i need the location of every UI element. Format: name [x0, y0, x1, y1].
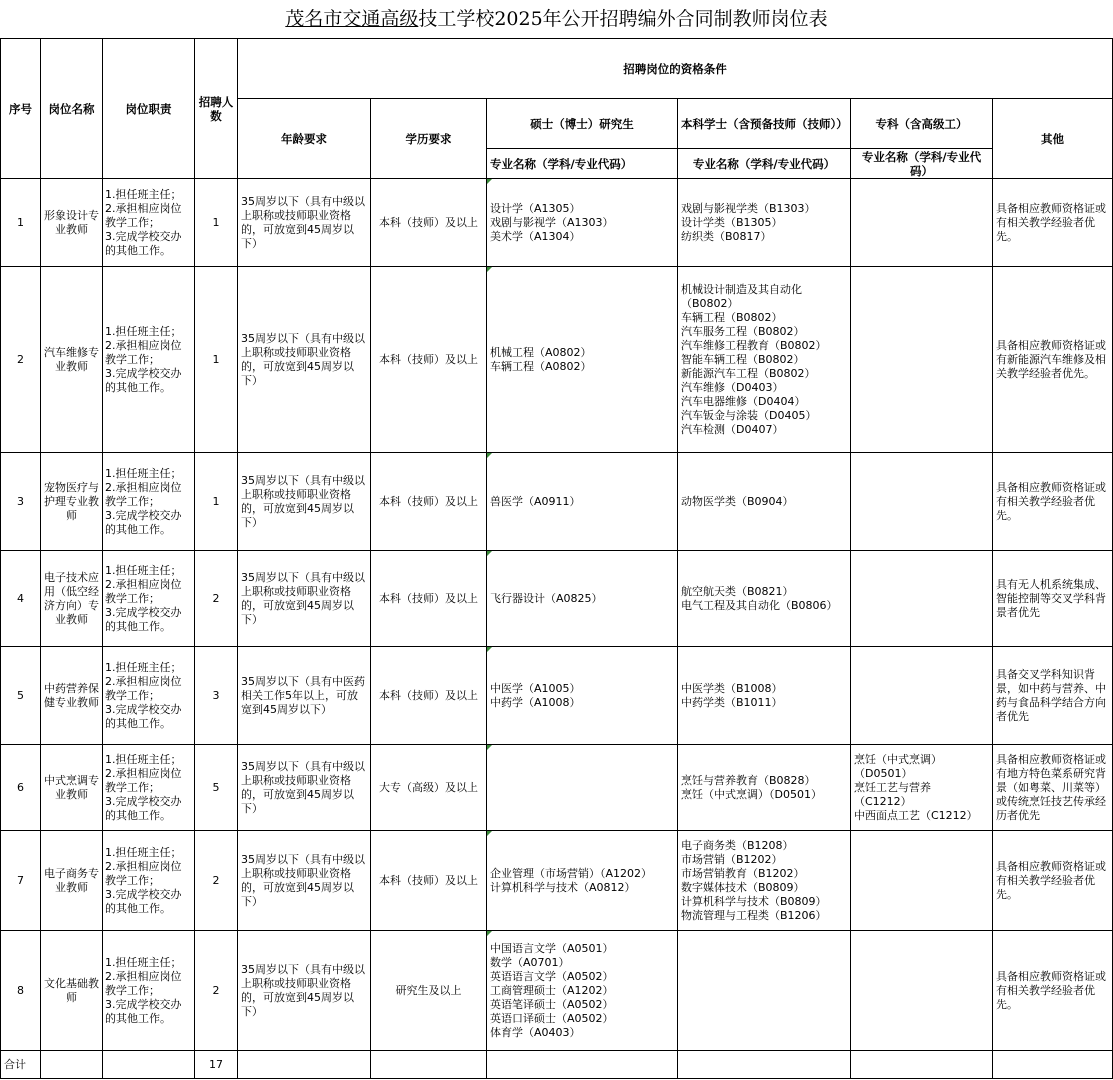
- row-seq: 6: [1, 745, 41, 831]
- row-master-majors: 企业管理（市场营销）（A1202） 计算机科学与技术（A0812）: [487, 831, 678, 931]
- header-duties: 岗位职责: [103, 39, 195, 179]
- header-education: 学历要求: [371, 99, 487, 179]
- row-seq: 8: [1, 931, 41, 1051]
- row-education: 研究生及以上: [371, 931, 487, 1051]
- row-college-majors: [851, 267, 993, 453]
- row-master-majors: 飞行器设计（A0825）: [487, 551, 678, 647]
- row-seq: 3: [1, 453, 41, 551]
- table-row: [1, 267, 1113, 453]
- row-education: 本科（技师）及以上: [371, 179, 487, 267]
- row-seq: 4: [1, 551, 41, 647]
- row-count: 2: [195, 831, 238, 931]
- row-bachelor-majors: 航空航天类（B0821） 电气工程及其自动化（B0806）: [678, 551, 851, 647]
- row-seq: 2: [1, 267, 41, 453]
- total-empty-1: [41, 1051, 103, 1079]
- row-duties: 1.担任班主任； 2.承担相应岗位教学工作； 3.完成学校交办的其他工作。: [103, 831, 195, 931]
- row-education: 本科（技师）及以上: [371, 453, 487, 551]
- row-education: 大专（高级）及以上: [371, 745, 487, 831]
- row-count: 3: [195, 647, 238, 745]
- header-position: 岗位名称: [41, 39, 103, 179]
- row-position-name: 文化基础教师: [41, 931, 103, 1051]
- row-age: 35周岁以下（具有中医药相关工作5年以上，可放宽到45周岁以下）: [238, 647, 371, 745]
- table-row: [1, 453, 1113, 551]
- row-college-majors: [851, 453, 993, 551]
- row-age: 35周岁以下（具有中级以上职称或技师职业资格的，可放宽到45周岁以下）: [238, 179, 371, 267]
- row-position-name: 汽车维修专业教师: [41, 267, 103, 453]
- row-age: 35周岁以下（具有中级以上职称或技师职业资格的，可放宽到45周岁以下）: [238, 831, 371, 931]
- row-seq: 7: [1, 831, 41, 931]
- header-college-major: 专业名称（学科/专业代码）: [851, 149, 993, 179]
- total-empty-3: [238, 1051, 371, 1079]
- header-seq: 序号: [1, 39, 41, 179]
- total-empty-2: [103, 1051, 195, 1079]
- row-count: 1: [195, 453, 238, 551]
- row-position-name: 宠物医疗与护理专业教师: [41, 453, 103, 551]
- row-college-majors: [851, 831, 993, 931]
- row-education: 本科（技师）及以上: [371, 267, 487, 453]
- row-position-name: 电子技术应用（低空经济方向）专业教师: [41, 551, 103, 647]
- row-master-majors: 中医学（A1005） 中药学（A1008）: [487, 647, 678, 745]
- row-education: 本科（技师）及以上: [371, 647, 487, 745]
- row-age: 35周岁以下（具有中级以上职称或技师职业资格的，可放宽到45周岁以下）: [238, 453, 371, 551]
- total-empty-5: [487, 1051, 678, 1079]
- row-bachelor-majors: 电子商务类（B1208） 市场营销（B1202） 市场营销教育（B1202） 数字媒体技术（B0809） 计算机科学与技术（B0809） 物流管理与工程类（B1206）: [678, 831, 851, 931]
- row-other: 具备相应教师资格证或有地方特色菜系研究背景（如粤菜、川菜等）或传统烹饪技艺传承经历者优先: [993, 745, 1113, 831]
- recruitment-table: [0, 38, 1113, 1079]
- header-master-major: 专业名称（学科/专业代码）: [487, 149, 678, 179]
- table-body: [1, 179, 1113, 1079]
- row-age: 35周岁以下（具有中级以上职称或技师职业资格的，可放宽到45周岁以下）: [238, 551, 371, 647]
- table-row: [1, 831, 1113, 931]
- row-bachelor-majors: 烹饪与营养教育（B0828） 烹饪（中式烹调）（D0501）: [678, 745, 851, 831]
- header-bachelor-major: 专业名称（学科/专业代码）: [678, 149, 851, 179]
- row-college-majors: 烹饪（中式烹调） （D0501） 烹饪工艺与营养 （C1212） 中西面点工艺（C1212）: [851, 745, 993, 831]
- total-empty-8: [993, 1051, 1113, 1079]
- row-age: 35周岁以下（具有中级以上职称或技师职业资格的，可放宽到45周岁以下）: [238, 931, 371, 1051]
- row-bachelor-majors: 中医学类（B1008） 中药学类（B1011）: [678, 647, 851, 745]
- row-age: 35周岁以下（具有中级以上职称或技师职业资格的，可放宽到45周岁以下）: [238, 267, 371, 453]
- row-college-majors: [851, 179, 993, 267]
- row-age: 35周岁以下（具有中级以上职称或技师职业资格的，可放宽到45周岁以下）: [238, 745, 371, 831]
- row-duties: 1.担任班主任； 2.承担相应岗位教学工作； 3.完成学校交办的其他工作。: [103, 931, 195, 1051]
- total-row: [1, 1051, 1113, 1079]
- row-master-majors: 兽医学（A0911）: [487, 453, 678, 551]
- row-duties: 1.担任班主任； 2.承担相应岗位教学工作； 3.完成学校交办的其他工作。: [103, 647, 195, 745]
- row-position-name: 形象设计专业教师: [41, 179, 103, 267]
- row-duties: 1.担任班主任； 2.承担相应岗位教学工作； 3.完成学校交办的其他工作。: [103, 551, 195, 647]
- row-count: 2: [195, 931, 238, 1051]
- row-seq: 1: [1, 179, 41, 267]
- row-other: 具有无人机系统集成、智能控制等交叉学科背景者优先: [993, 551, 1113, 647]
- row-other: 具备相应教师资格证或有相关教学经验者优先。: [993, 831, 1113, 931]
- row-bachelor-majors: [678, 931, 851, 1051]
- row-position-name: 中式烹调专业教师: [41, 745, 103, 831]
- row-bachelor-majors: 动物医学类（B0904）: [678, 453, 851, 551]
- row-count: 2: [195, 551, 238, 647]
- total-count: 17: [195, 1051, 238, 1079]
- title-underlined-part: 茂名市交通高级: [285, 8, 419, 30]
- row-duties: 1.担任班主任； 2.承担相应岗位教学工作； 3.完成学校交办的其他工作。: [103, 453, 195, 551]
- header-age: 年龄要求: [238, 99, 371, 179]
- header-master: 硕士（博士）研究生: [487, 99, 678, 149]
- row-count: 1: [195, 179, 238, 267]
- row-seq: 5: [1, 647, 41, 745]
- row-master-majors: [487, 745, 678, 831]
- row-position-name: 中药营养保健专业教师: [41, 647, 103, 745]
- row-college-majors: [851, 931, 993, 1051]
- row-master-majors: 机械工程（A0802） 车辆工程（A0802）: [487, 267, 678, 453]
- row-master-majors: 中国语言文学（A0501） 数学（A0701） 英语语言文学（A0502） 工商管理硕士（A1202） 英语笔译硕士（A0502） 英语口译硕士（A0502） 体育学（A0403）: [487, 931, 678, 1051]
- row-education: 本科（技师）及以上: [371, 831, 487, 931]
- table-row: [1, 179, 1113, 267]
- row-duties: 1.担任班主任； 2.承担相应岗位教学工作； 3.完成学校交办的其他工作。: [103, 179, 195, 267]
- page-title: [0, 0, 1113, 38]
- row-college-majors: [851, 647, 993, 745]
- table-row: [1, 931, 1113, 1051]
- row-other: 具备相应教师资格证或有相关教学经验者优先。: [993, 453, 1113, 551]
- header-qualifications: 招聘岗位的资格条件: [238, 39, 1113, 99]
- header-bachelor: 本科学士（含预备技师（技师））: [678, 99, 851, 149]
- row-other: 具备相应教师资格证或有相关教学经验者优先。: [993, 179, 1113, 267]
- total-empty-4: [371, 1051, 487, 1079]
- total-empty-6: [678, 1051, 851, 1079]
- row-college-majors: [851, 551, 993, 647]
- table-row: [1, 745, 1113, 831]
- header-college: 专科（含高级工）: [851, 99, 993, 149]
- row-other: 具备相应教师资格证或有新能源汽车维修及相关教学经验者优先。: [993, 267, 1113, 453]
- row-education: 本科（技师）及以上: [371, 551, 487, 647]
- row-bachelor-majors: 机械设计制造及其自动化（B0802） 车辆工程（B0802） 汽车服务工程（B0802） 汽车维修工程教育（B0802） 智能车辆工程（B0802） 新能源汽车工程（B0802） 汽车维修（D0403） 汽车电器维修（D0404） 汽车钣金与涂装（D0405） 汽车检测（D0407）: [678, 267, 851, 453]
- row-duties: 1.担任班主任； 2.承担相应岗位教学工作； 3.完成学校交办的其他工作。: [103, 745, 195, 831]
- row-other: 具备相应教师资格证或有相关教学经验者优先。: [993, 931, 1113, 1051]
- header-other: 其他: [993, 99, 1113, 179]
- table-row: [1, 551, 1113, 647]
- row-count: 1: [195, 267, 238, 453]
- total-label: 合计: [1, 1051, 41, 1079]
- header-count: 招聘人数: [195, 39, 238, 179]
- row-bachelor-majors: 戏剧与影视学类（B1303） 设计学类（B1305） 纺织类（B0817）: [678, 179, 851, 267]
- row-duties: 1.担任班主任； 2.承担相应岗位教学工作； 3.完成学校交办的其他工作。: [103, 267, 195, 453]
- table-row: [1, 647, 1113, 745]
- row-position-name: 电子商务专业教师: [41, 831, 103, 931]
- row-count: 5: [195, 745, 238, 831]
- row-master-majors: 设计学（A1305） 戏剧与影视学（A1303） 美术学（A1304）: [487, 179, 678, 267]
- total-empty-7: [851, 1051, 993, 1079]
- row-other: 具备交叉学科知识背景，如中药与营养、中药与食品科学结合方向者优先: [993, 647, 1113, 745]
- title-rest: 技工学校2025年公开招聘编外合同制教师岗位表: [418, 8, 828, 30]
